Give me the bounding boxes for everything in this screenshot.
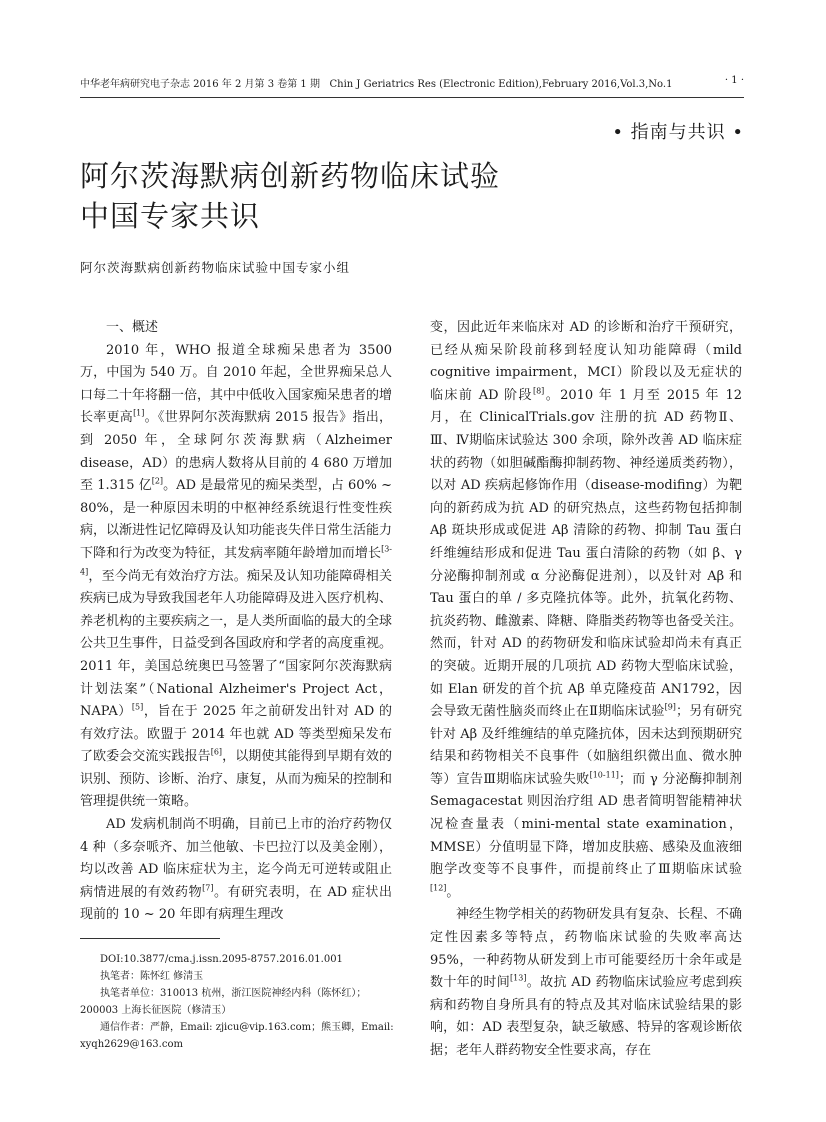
- paragraph-continued: [430, 317, 742, 904]
- citation: [9]: [664, 702, 676, 712]
- journal-name-cn: 中华老年病研究电子杂志 2016 年 2 月第 3 卷第 1 期: [80, 79, 320, 90]
- text-run: 。有研究表明，在 AD 症状出现前的 10 ~ 20 年即有病理生理改: [80, 884, 392, 923]
- corresponding-author: 通信作者：严静，Email: zjicu@vip.163.com；熊玉卿，Email: xyqh2629@163.com: [80, 1022, 394, 1050]
- paragraph-overview-1: [80, 340, 392, 814]
- citation: [6]: [210, 747, 223, 757]
- text-run: 2010 年，WHO 报道全球痴呆患者为 3500 万，中国为 540 万。自 2010 年起，全世界痴呆总人口每二十年将翻一倍，其中中低收入国家痴呆患者的增长率更高: [80, 342, 393, 426]
- header-rule: [80, 97, 744, 98]
- citation: [13]: [510, 973, 527, 983]
- footnote-rule: [80, 938, 220, 939]
- text-run: ，以期使其能得到早期有效的识别、预防、诊断、治疗、康复，从而为痴呆的控制和管理提供统一策略。: [80, 749, 393, 810]
- text-run: 变，因此近年来临床对 AD 的诊断和治疗干预研究，已经从痴呆阶段前移到轻度认知功能障碍（mild cognitive impairment，MCI）阶段以及无症状的临床前 AD 阶段: [430, 320, 742, 403]
- citation: [7]: [202, 883, 214, 893]
- title-line-2: 中国专家共识: [80, 199, 261, 233]
- article-title: [80, 156, 500, 236]
- citation: [12]: [430, 883, 447, 893]
- text-run: AD 发病机制尚不明确，目前已上市的治疗药物仅 4 种（多奈哌齐、加兰他敏、卡巴拉汀以及美金刚），均以改善 AD 临床症状为主，迄今尚无可逆转或阻止病情进展的有效药物: [80, 817, 392, 900]
- section-heading: 一、概述: [106, 320, 159, 335]
- text-run: 。2010 年 1 月至 2015 年 12 月，在 ClinicalTrials.gov 注册的抗 AD 药物Ⅱ、Ⅲ、Ⅳ期临床试验达 300 余项，除外改善 AD 临床症状的药物（如胆碱酯酶抑制药物、神经递质类药物），以对 AD 疾病起修饰作用（disease-modifing）为靶向的新药成为抗 AD 的研究热点，这些药物包括抑制 Aβ 斑块形成或促进 Aβ 清除的药物、抑制 Tau 蛋白纤维缠结形成和促进 Tau 蛋白清除的药物（如 β、γ 分泌酶抑制剂或 α 分泌酶促进剂），以及针对 Aβ 和 Tau 蛋白的单 / 多克隆抗体等。此外，抗氧化药物、抗炎药物、雌激素、降糖、降脂类药物等也备受关注。然而，针对 AD 的药物研发和临床试验却尚未有真正的突破。近期开展的几项抗 AD 药物大型临床试验，如 Elan 研发的首个抗 Aβ 单克隆疫苗 AN1792，因会导致无菌性脑炎而终止在Ⅱ期临床试验: [430, 387, 743, 720]
- footnotes: [80, 951, 395, 1053]
- right-column: [430, 317, 742, 1063]
- journal-name-en: Chin J Geriatrics Res (Electronic Edition),February 2016,Vol.3,No.1: [329, 79, 673, 90]
- author-group: 阿尔茨海默病创新药物临床试验中国专家小组: [80, 260, 351, 275]
- text-run: ；而 γ 分泌酶抑制剂 Semagacestat 则因治疗组 AD 患者简明智能精神状况检查量表（mini-mental state examination，MMSE）分值明显下降，增加皮肤癌、感染及血液细胞学改变等不良事件，而提前终止了Ⅲ期临床试验: [430, 771, 742, 878]
- citation: [10-11]: [589, 770, 619, 780]
- title-line-1: 阿尔茨海默病创新药物临床试验: [80, 159, 501, 193]
- text-run: 。《世界阿尔茨海默病 2015 报告》指出，到 2050 年，全球阿尔茨海默病（Alzheimer disease，AD）的患病人数将从目前的 4 680 万增加至 1.315 亿: [80, 410, 392, 494]
- page-number: · 1 ·: [724, 75, 744, 86]
- citation: [8]: [532, 386, 545, 396]
- text-run: 神经生物学相关的药物研发具有复杂、长程、不确定性因素多等特点，药物临床试验的失败率高达 95%，一种药物从研发到上市可能要经历十余年或是数十年的时间: [430, 907, 743, 991]
- section-tag: • 指南与共识 •: [612, 122, 744, 143]
- writer-affiliation: 执笔者单位：310013 杭州，浙江医院神经内科（陈怀红）；200003 上海长征医院（修清玉）: [80, 988, 367, 1016]
- citation: [3-4]: [80, 544, 392, 577]
- citation: [2]: [151, 476, 164, 486]
- text-run: 。AD 是最常见的痴呆类型，占 60% ~ 80%，是一种原因未明的中枢神经系统退行性变性疾病，以渐进性记忆障碍及认知功能丧失伴日常生活能力下降和行为改变为特征，其发病率随年龄增加而增长: [80, 478, 393, 561]
- text-run: 。故抗 AD 药物临床试验应考虑到疾病和药物自身所具有的特点及其对临床试验结果的影响，如：AD 表型复杂，缺乏敏感、特异的客观诊断依据；老年人群药物安全性要求高，存在: [430, 975, 742, 1058]
- text-run: 。: [446, 884, 460, 900]
- writers: 执笔者：陈怀红 修清玉: [100, 971, 204, 982]
- citation: [5]: [131, 702, 144, 712]
- paragraph-overview-2: [80, 814, 392, 927]
- paragraph-drug-development: [430, 904, 742, 1062]
- left-column: [80, 317, 392, 927]
- doi: DOI:10.3877/cma.j.issn.2095-8757.2016.01.001: [100, 954, 343, 965]
- running-header: [80, 75, 744, 90]
- citation: [1]: [133, 409, 145, 419]
- text-run: ，至今尚无有效治疗方法。痴呆及认知功能障碍相关疾病已成为导致我国老年人功能障碍及进入医疗机构、养老机构的主要疾病之一，是人类所面临的最大的全球公共卫生事件，日益受到各国政府和学者的高度重视。2011 年，美国总统奥巴马签署了“国家阿尔茨海默病计划法案”（National Alzheimer's Project Act，NAPA）: [80, 568, 393, 720]
- text-run: ；另有研究针对 Aβ 及纤维缠结的单克隆抗体，因未达到预期研究结果和药物相关不良事件（如脑组织微出血、微水肿等）宣告Ⅲ期临床试验失败: [430, 704, 742, 787]
- text-run: ，旨在于 2025 年之前研发出针对 AD 的有效疗法。欧盟于 2014 年也就 AD 等类型痴呆发布了欧委会交流实践报告: [80, 704, 392, 765]
